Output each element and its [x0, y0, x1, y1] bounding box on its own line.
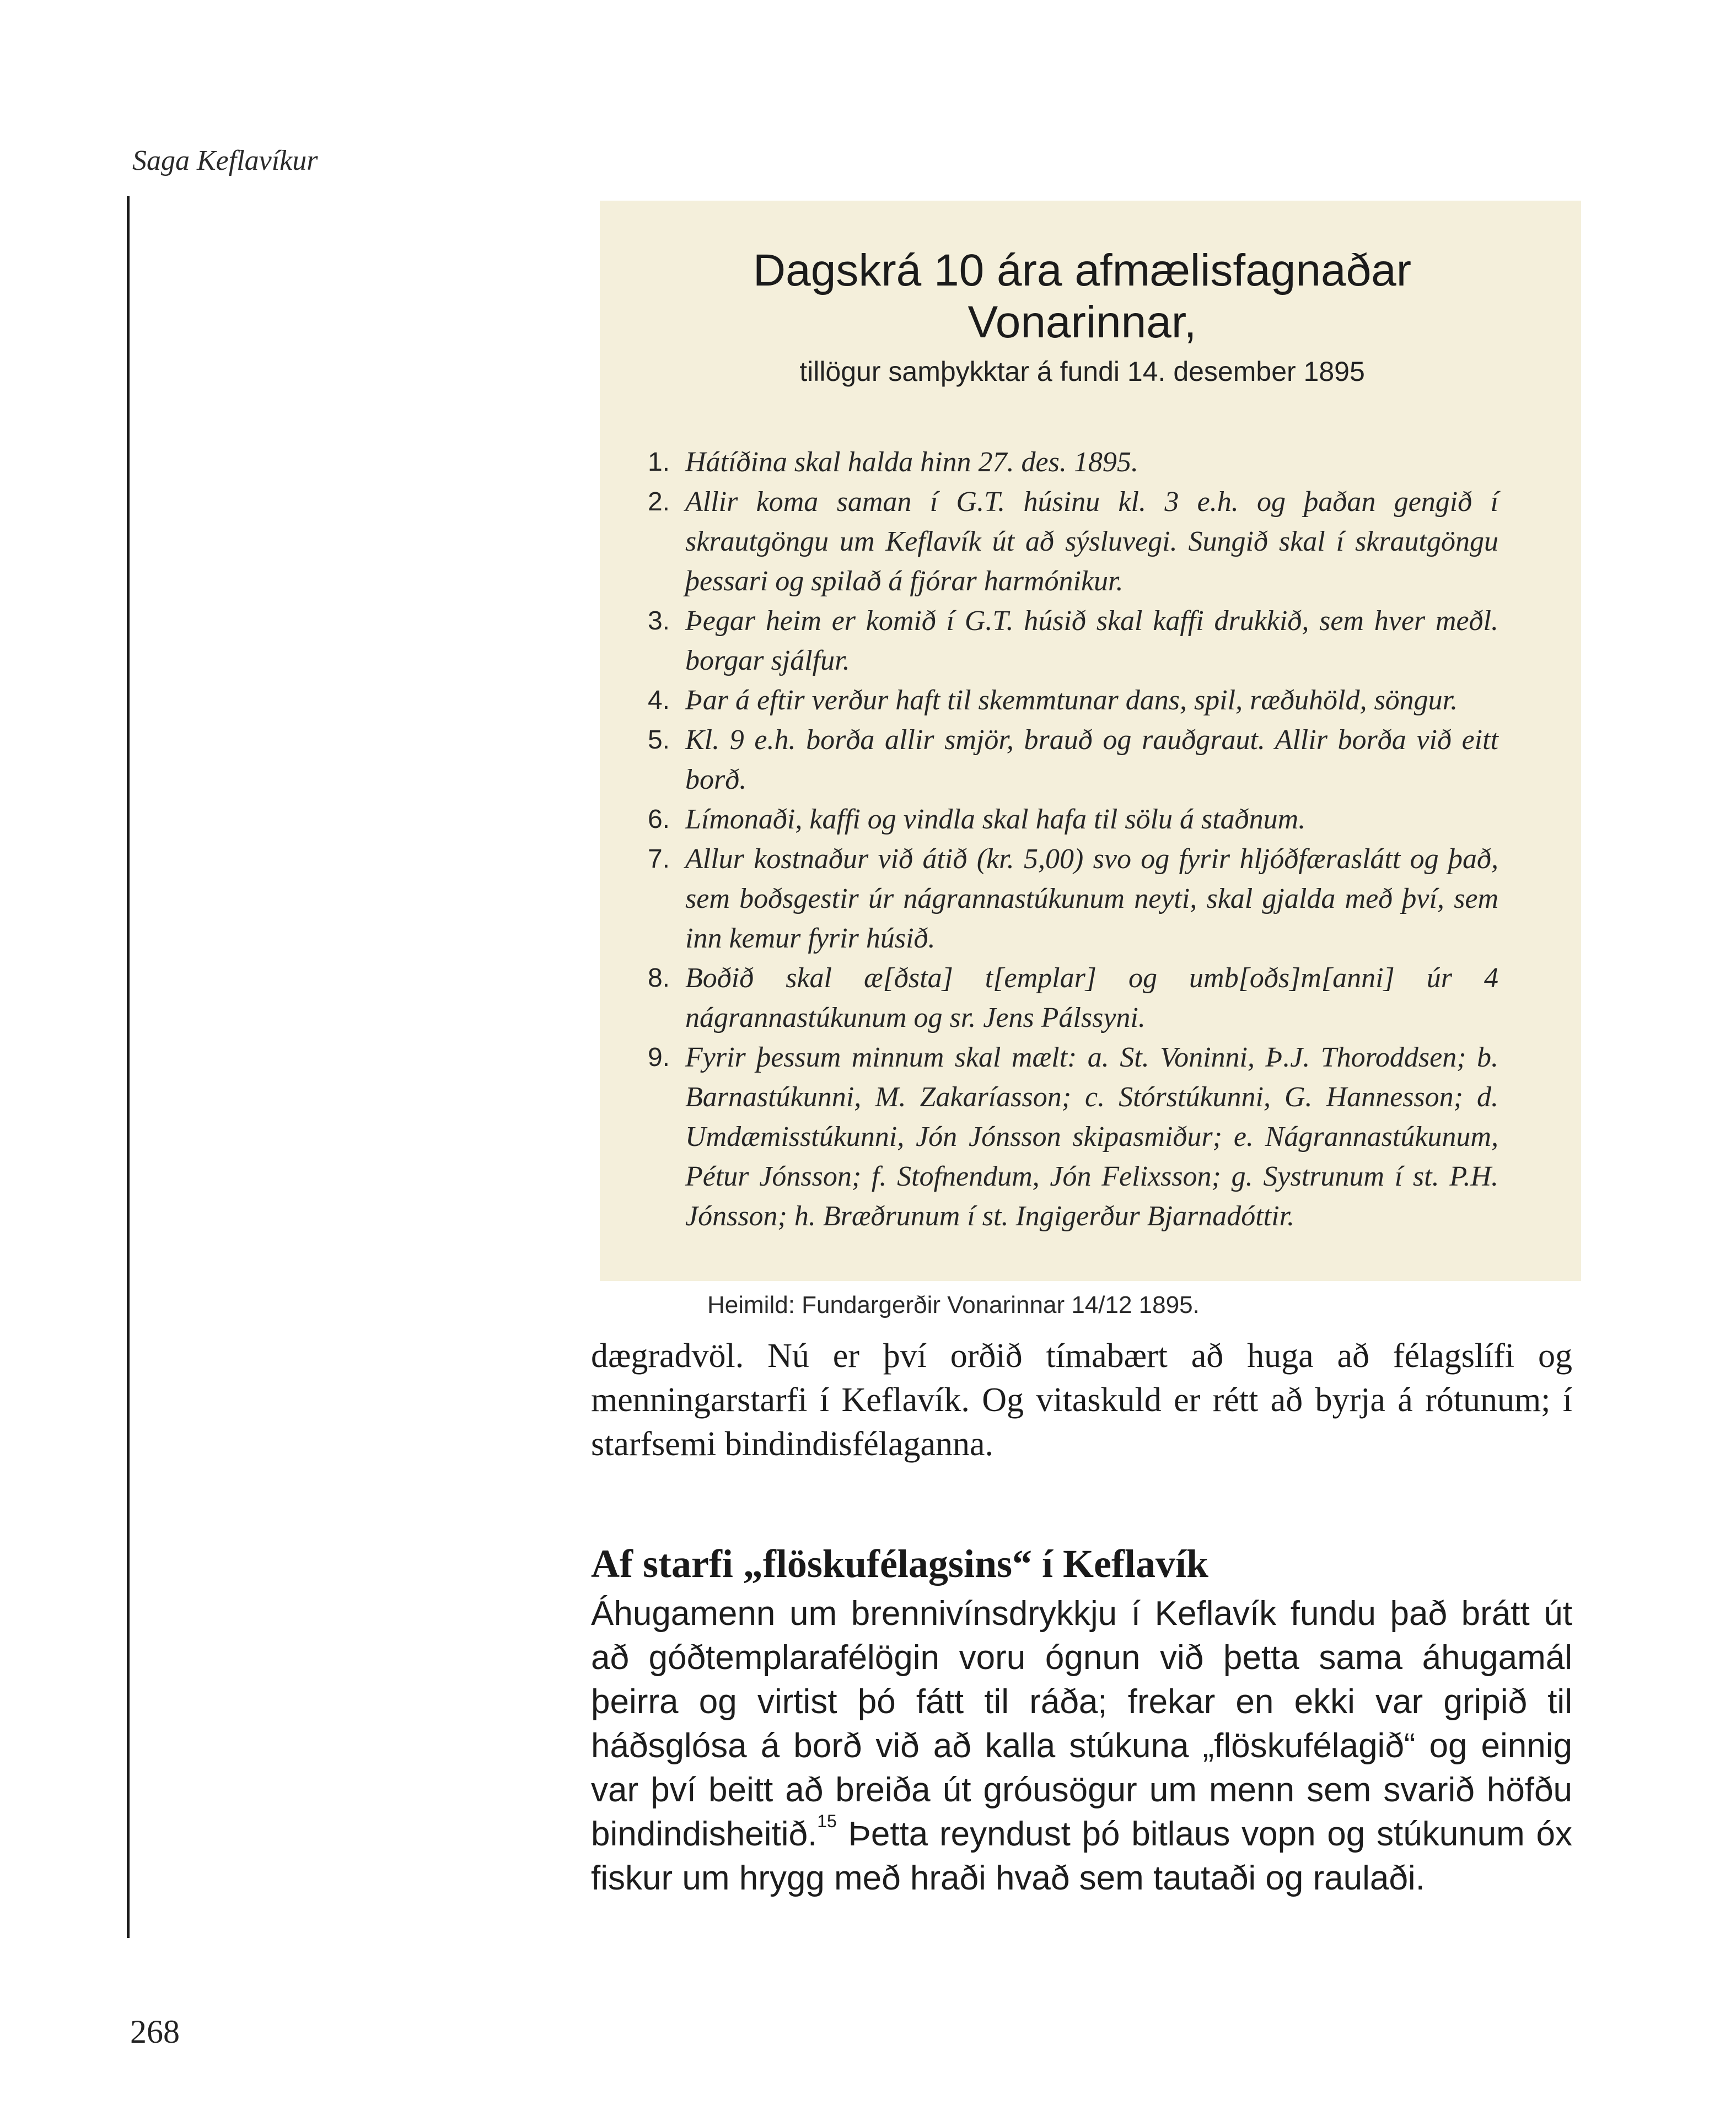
program-item: [633, 800, 1498, 839]
paragraph-text-part: Áhugamenn um brennivínsdrykkju í Keflavík fundu það brátt út að góðtemplarafélögin voru ógnun við þetta sama áhugamál þeirra og virtist þó fátt til ráða; frekar en ekki var gripið til háðsglósa á borð við að kalla stúkuna „flöskufélagið“ og einnig var því beitt að breiða út gróusögur um menn sem svarið höfðu bindindisheitið.: [591, 1595, 1572, 1853]
program-item: [633, 681, 1498, 720]
program-item: [633, 443, 1498, 482]
item-number: 5.: [647, 725, 670, 755]
program-item: [633, 601, 1498, 681]
item-number: 8.: [647, 963, 670, 993]
program-item: [633, 720, 1498, 800]
item-text: Þegar heim er komið í G.T. húsið skal kaffi drukkið, sem hver meðl. borgar sjálfur.: [685, 605, 1498, 676]
section-heading: Af starfi „flöskufélagsins“ í Keflavík: [591, 1542, 1209, 1586]
program-list: [633, 443, 1498, 1236]
body-paragraph-intro: dægradvöl. Nú er því orðið tímabært að huga að félagslífi og menningarstarfi í Keflavík. Og vitaskuld er rétt að byrja á rótunum; í starfsemi bindindisfélaganna.: [591, 1337, 1572, 1463]
sidebar-subtitle: tillögur samþykktar á fundi 14. desember 1895: [799, 356, 1365, 387]
item-text: Allir koma saman í G.T. húsinu kl. 3 e.h. og þaðan gengið í skrautgöngu um Keflavík út að sýsluvegi. Sungið skal í skrautgöngu þessari og spilað á fjórar harmónikur.: [685, 486, 1498, 597]
program-item: [633, 482, 1498, 601]
program-item: [633, 1038, 1498, 1236]
item-text: Þar á eftir verður haft til skemmtunar dans, spil, ræðuhöld, söngur.: [685, 684, 1458, 716]
item-text: Boðið skal æ[ðsta] t[emplar] og umb[oðs]m[anni] úr 4 nágrannastúkunum og sr. Jens Pálssyni.: [685, 962, 1498, 1033]
item-number: 3.: [647, 606, 670, 636]
sidebar-title: Dagskrá 10 ára afmælisfagnaðar Vonarinnar,: [753, 245, 1412, 348]
paragraph-text-part: Þetta reyndust þó bitlaus vopn og stúkunum óx fiskur um hrygg með hraði hvað sem tautaði og raulaði.: [591, 1815, 1572, 1897]
item-text: Límonaði, kaffi og vindla skal hafa til sölu á staðnum.: [685, 803, 1306, 835]
item-number: 7.: [647, 844, 670, 874]
body-paragraph-section: [591, 1592, 1572, 1901]
item-text: Hátíðina skal halda hinn 27. des. 1895.: [685, 446, 1138, 478]
page-number: 268: [130, 2014, 180, 2050]
margin-rule: [127, 196, 130, 1938]
program-sidebar-box: [600, 201, 1581, 1318]
item-number: 6.: [647, 804, 670, 834]
item-number: 2.: [647, 487, 670, 516]
running-head: Saga Keflavíkur: [132, 145, 318, 176]
program-item: [633, 839, 1498, 959]
item-number: 9.: [647, 1042, 670, 1072]
program-item: [633, 959, 1498, 1038]
source-citation: Heimild: Fundargerðir Vonarinnar 14/12 1895.: [707, 1291, 1200, 1318]
item-text: Allur kostnaður við átið (kr. 5,00) svo og fyrir hljóðfæraslátt og það, sem boðsgestir úr nágrannastúkunum neyti, skal gjalda með því, sem inn kemur fyrir húsið.: [685, 843, 1498, 954]
item-number: 1.: [647, 447, 670, 477]
item-number: 4.: [647, 685, 670, 715]
item-text: Fyrir þessum minnum skal mælt: a. St. Voninni, Þ.J. Thoroddsen; b. Barnastúkunni, M. Zakaríasson; c. Stórstúkunni, G. Hannesson; d. Umdæmisstúkunni, Jón Jónsson skipasmiður; e. Nágrannastúkunum, Pétur Jónsson; f. Stofnendum, Jón Felixsson; g. Systrunum í st. P.H. Jónsson; h. Bræðrunum í st. Ingigerður Bjarnadóttir.: [685, 1041, 1498, 1232]
footnote-reference[interactable]: 15: [817, 1811, 837, 1831]
item-text: Kl. 9 e.h. borða allir smjör, brauð og rauðgraut. Allir borða við eitt borð.: [685, 724, 1498, 795]
